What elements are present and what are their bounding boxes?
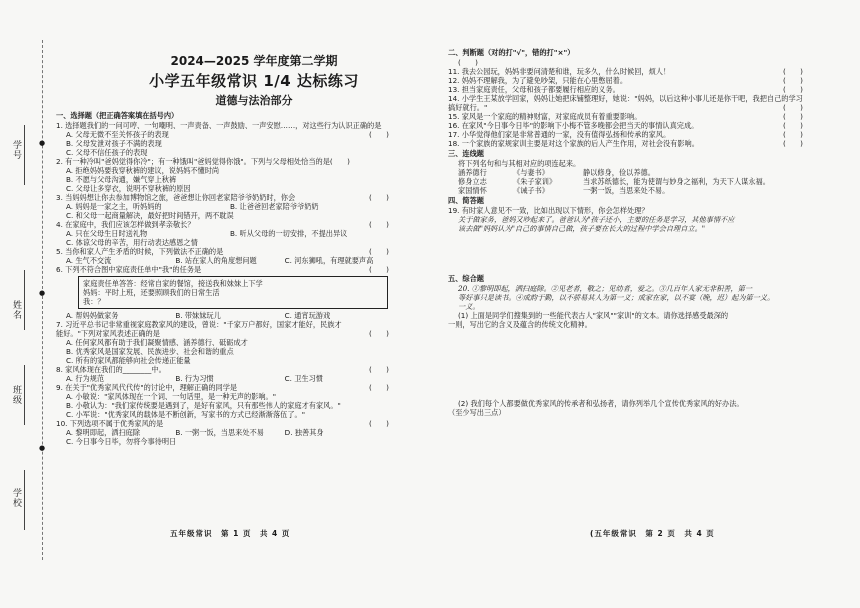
class-field[interactable] bbox=[24, 365, 25, 425]
question-10: 10. 下列选项不属于优秀家风的是 ( ) bbox=[56, 419, 389, 428]
option: C. 父母让多穿衣，说明不穿秋裤的原因 bbox=[66, 184, 191, 193]
question-2: 2. 有一种冷叫"爸妈觉得你冷"；有一种饿叫"爸妈觉得你饿"。下列与父母相处恰当的是( ) bbox=[56, 157, 350, 166]
matching-left[interactable]: 涵养德行 bbox=[458, 168, 487, 177]
page-2 bbox=[448, 0, 808, 608]
options-row bbox=[56, 229, 394, 238]
question-17: 17. 小华觉得他们家是非常普通的一家，没有值得弘扬和传承的家风。 ( ) bbox=[448, 130, 803, 139]
option: B. 一粥一饭，当思来处不易 bbox=[175, 428, 264, 437]
option: A. 帮妈妈做家务 bbox=[66, 311, 119, 320]
question-1: 1. 选择题我们的一问可哼、一句嘲明、一声责备、一声鼓励、一声安慰……，对这些行为认识正确的是 bbox=[56, 121, 382, 130]
ring-mark: ● bbox=[39, 289, 46, 297]
matching-row bbox=[448, 186, 808, 195]
subquestion-2: (2) 我们每个人都要做优秀家风的传承者和弘扬者，请你列举几个宣传优秀家风的好办法。 bbox=[458, 399, 744, 408]
options-row bbox=[56, 311, 394, 320]
option: B. 让爸爸回老家陪爷爷奶奶 bbox=[230, 202, 319, 211]
question-6: 6. 下列不符合图中家庭责任单中"我"的任务是 ( ) bbox=[56, 265, 389, 274]
page-1-footer: 五年级常识 第 1 页 共 4 页 bbox=[170, 529, 291, 538]
responsibility-box bbox=[78, 276, 388, 309]
page-2-content bbox=[448, 47, 808, 417]
option: B. 优秀家风是国家发展、民族进步、社会和谐的重点 bbox=[66, 347, 234, 356]
question-19: 19. 有时家人意见不一致，比如出现以下情形，你会怎样处理？ bbox=[448, 206, 649, 215]
option: A. 妈妈是一家之主，听妈妈的 bbox=[66, 202, 162, 211]
matching-right[interactable]: 当求苏纸德长，能为使谓与妙身之福利，为天下人谋永福。 bbox=[583, 177, 770, 186]
option: B. 不愿与父母沟通，嫌气穿上秋裤 bbox=[66, 175, 177, 184]
option: B. 小敬认为："我们家传统要是遇到了，是好有家风，只有那些伟人的家庭才有家风。" bbox=[66, 401, 341, 410]
option: C. 所有的家风都能够向社会传递正能量 bbox=[66, 356, 191, 365]
matching-left[interactable]: 家国情怀 bbox=[458, 186, 487, 195]
option: C. 河东狮吼，有理就要声高 bbox=[284, 256, 374, 265]
subquestion-1: (1) 上面是同学们搜集到的一些能代表古人"家风""家训"的文本。请你选择感受最深的 bbox=[458, 311, 729, 320]
option: C. 卫生习惯 bbox=[284, 374, 323, 383]
matching-row bbox=[448, 168, 808, 177]
question-15: 15. 家风是一个家庭的精神财富，对家庭成员有着重要影响。 ( ) bbox=[448, 112, 803, 121]
answer-paren: ( ) bbox=[458, 58, 478, 67]
section-heading: 二、判断题（对的打"√"，错的打"×"） bbox=[448, 48, 575, 57]
ring-mark: ● bbox=[39, 444, 46, 452]
section-heading: 三、连线题 bbox=[448, 149, 484, 158]
question-7: 7. 习近平总书记非常重视家庭教家风的建设，曾说："千家万户都好，国家才能好，民族才 bbox=[56, 320, 342, 329]
question-8: 8. 家风体现在我们的________中。 ( ) bbox=[56, 365, 389, 374]
question-14: 14. 小学生王某放学回家，妈妈让她把床铺整理好，她说："妈妈，以后这种小事儿还是你干吧，我把自己的学习搞好就行。" ( ) bbox=[448, 94, 803, 112]
matching-mid[interactable]: 《诫子书》 bbox=[513, 186, 549, 195]
matching-right[interactable]: 一粥一饭，当思来处不易。 bbox=[583, 186, 670, 195]
handwritten-answer: 该去做"妈妈认为"自己的事情自己做，孩子要在长大的过程中学会自理自立。" bbox=[458, 224, 706, 233]
handwritten-answer: 关于做家务，爸妈又吵起来了。爸爸认为"孩子还小，主要的任务是学习，其他事情不应 bbox=[458, 215, 735, 224]
question-4: 4. 在家庭中，我们应该怎样做到孝亲敬长？ ( ) bbox=[56, 220, 389, 229]
option: B. 站在家人的角度想问题 bbox=[175, 256, 257, 265]
ring-mark: ● bbox=[39, 139, 46, 147]
school-label: 学校 bbox=[11, 488, 21, 508]
options-row bbox=[56, 202, 394, 211]
option: C. 和父母一起商量解决，最好把时间错开，两不耽误 bbox=[66, 211, 234, 220]
options-row bbox=[56, 256, 394, 265]
option: A. 生气不交流 bbox=[66, 256, 112, 265]
option: C. 体谅父母的辛苦，用行动表达感恩之情 bbox=[66, 238, 198, 247]
student-id-field[interactable] bbox=[24, 125, 25, 185]
question-16: 16. 在家风"今日事今日毕"的影响下小梅不管多晚都会把当天的事情认真完成。 ( ) bbox=[448, 121, 803, 130]
term-title: 2024—2025 学年度第二学期 bbox=[170, 54, 338, 68]
question-3: 3. 当妈妈想让你去参加博物馆之旅，爸爸想让你回老家陪爷爷奶奶时，你会 ( ) bbox=[56, 193, 389, 202]
question-9: 9. 在关于"优秀家风代代传"的讨论中，理解正确的同学是 ( ) bbox=[56, 383, 389, 392]
matching-mid[interactable]: 《朱子家训》 bbox=[513, 177, 557, 186]
class-label: 班级 bbox=[11, 385, 21, 405]
matching-right[interactable]: 静以修身，俭以养德。 bbox=[583, 168, 655, 177]
matching-row bbox=[448, 177, 808, 186]
option: A. 只在父母生日时送礼物 bbox=[66, 229, 148, 238]
question-13: 13. 担当家庭责任，父母和孩子都要履行相应的义务。 ( ) bbox=[448, 85, 803, 94]
student-id-label: 学号 bbox=[11, 140, 21, 160]
option: B. 带妹妹玩儿 bbox=[175, 311, 221, 320]
option: B. 父母发泄对孩子不满的表现 bbox=[66, 139, 162, 148]
page-2-footer: (五年级常识 第 2 页 共 4 页 bbox=[590, 529, 715, 538]
question-20-line: 一义。 bbox=[458, 302, 480, 311]
section-subtitle: 道德与法治部分 bbox=[215, 94, 293, 107]
box-line: 妈妈：平时上班，还要照顾我们的日常生活 bbox=[83, 288, 220, 297]
option: C. 父母不信任孩子的表现 bbox=[66, 148, 148, 157]
options-row bbox=[56, 428, 394, 437]
section-heading: 四、简答题 bbox=[448, 196, 484, 205]
matching-left[interactable]: 修身立志 bbox=[458, 177, 487, 186]
option: B. 听从父母的一切安排，不提出异议 bbox=[230, 229, 348, 238]
option: A. 拒绝妈妈要我穿秋裤的建议，说妈妈不懂时尚 bbox=[66, 166, 220, 175]
option: D. 独善其身 bbox=[284, 428, 324, 437]
option: C. 小军说："优秀家风的载体是不断创新，写家书的方式已经渐渐落伍了。" bbox=[66, 410, 306, 419]
matching-intro: 将下列名句和与其相对应的项连起来。 bbox=[458, 159, 581, 168]
option: C. 今日事今日毕，勿将今事待明日 bbox=[66, 437, 177, 446]
page-1 bbox=[54, 0, 394, 608]
option: A. 行为规范 bbox=[66, 374, 105, 383]
question-7-line2: 能好。"下列对家风表述正确的是 ( ) bbox=[56, 329, 389, 338]
option: A. 父母无微不至关怀孩子的表现 ( ) bbox=[66, 130, 389, 139]
school-field[interactable] bbox=[24, 470, 25, 530]
answer-space[interactable] bbox=[448, 329, 808, 399]
options-row bbox=[56, 374, 394, 383]
box-line: 我：？ bbox=[83, 297, 105, 306]
question-20-line: 等好事只是读书。④成韵于勤，以不骄易其人为第一义；成家在家，以不宴（晚，迟）起为第一义。 bbox=[458, 293, 775, 302]
question-18: 18. 一个家族的家规家训主要是对这个家族的后人产生作用，对社会没有影响。 ( ) bbox=[448, 139, 803, 148]
option: B. 行为习惯 bbox=[175, 374, 214, 383]
exam-title: 小学五年级常识 1/4 达标练习 bbox=[149, 72, 359, 90]
question-11: 11. 我去公园玩，妈妈非要问清楚和谁，玩多久，什么时候回，烦人！ ( ) bbox=[448, 67, 803, 76]
question-12: 12. 妈妈不理解我，为了避免吵架，只能在心里憋屈着。 ( ) bbox=[448, 76, 803, 85]
name-field[interactable] bbox=[24, 270, 25, 330]
subquestion-2-line: （至少写出三点） bbox=[448, 408, 506, 417]
subquestion-1-line: 一则，写出它的含义及蕴含的传统文化精神。 bbox=[448, 320, 592, 329]
page-1-content bbox=[56, 110, 394, 446]
section-heading: 一、选择题（把正确答案填在括号内） bbox=[56, 111, 179, 120]
section-heading: 五、综合题 bbox=[448, 274, 484, 283]
binding-margin bbox=[0, 0, 50, 608]
question-20: 20. ①黎明即起，洒扫庭除。②见老者，敬之；见幼者，爱之。③几百年人家无非积善，第一 bbox=[458, 284, 753, 293]
binding-line bbox=[42, 40, 43, 560]
box-line: 家庭责任单答答：经常自家的餐馆，接送我和妹妹上下学 bbox=[83, 279, 263, 288]
question-5: 5. 当你和家人产生矛盾的时候，下列做法不正确的是 ( ) bbox=[56, 247, 389, 256]
option: A. 小敏说："家风体现在一个词、一句话里，是一种无声的影响。" bbox=[66, 392, 277, 401]
matching-mid[interactable]: 《与妻书》 bbox=[513, 168, 549, 177]
option: A. 黎明即起，洒扫庭除 bbox=[66, 428, 141, 437]
option: A. 任何家风都有助于我们凝聚情感、涵养德行、砥砺成才 bbox=[66, 338, 248, 347]
option: C. 通宵玩游戏 bbox=[284, 311, 331, 320]
name-label: 姓名 bbox=[11, 300, 21, 320]
